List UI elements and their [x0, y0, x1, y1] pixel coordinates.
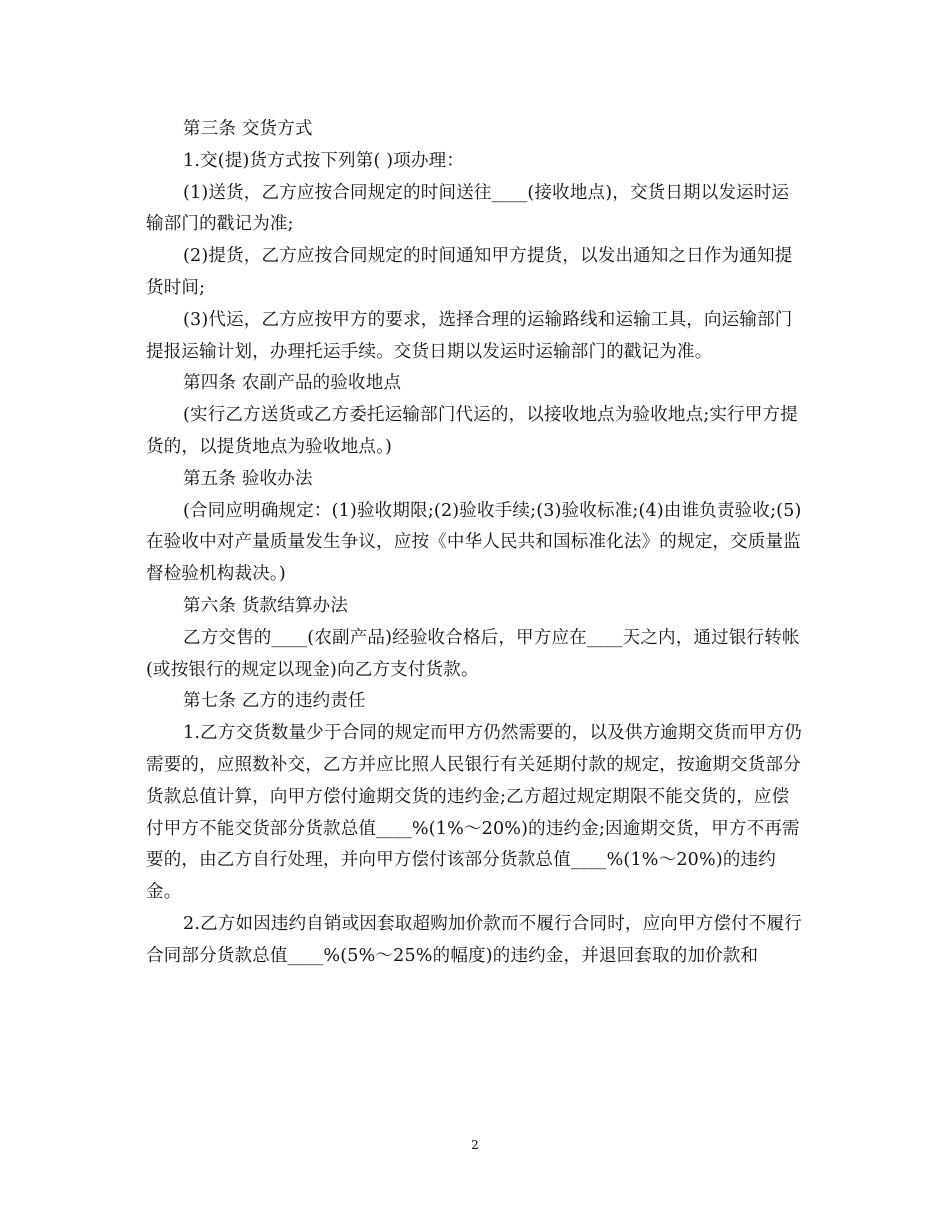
payment-settlement-clause: 乙方交售的____(农副产品)经验收合格后，甲方应在____天之内，通过银行转帐(或按银行的规定以现金)向乙方支付货款。 [146, 627, 800, 680]
liability-clause-2: 2.乙方如因违约自销或因套取超购加价款而不履行合同时，应向甲方偿付不履行合同部分货款总值____%(5%～25%的幅度)的违约金，并退回套取的加价款和 [146, 913, 802, 966]
delivery-option-1: (1)送货，乙方应按合同规定的时间送往____(接收地点)，交货日期以发运时运输部门的戳记为准; [146, 182, 790, 235]
acceptance-location-clause: (实行乙方送货或乙方委托运输部门代运的，以接收地点为验收地点;实行甲方提货的，以提货地点为验收地点。) [146, 405, 798, 457]
article-6-heading: 第六条 货款结算办法 [183, 595, 349, 616]
liability-clause-1: 1.乙方交货数量少于合同的规定而甲方仍然需要的，以及供方逾期交货而甲方仍需要的，应照数补交，乙方并应比照人民银行有关延期付款的规定，按逾期交货部分货款总值计算，向甲方偿付逾期交货的违约金;乙方超过规定期限不能交货的，应偿付甲方不能交货部分货款总值____%(1%～20%)的违约金;因逾期交货，甲方不再需要的，由乙方自行处理，并向甲方偿付该部分货款总值____%(1%～20%)的违约金。 [146, 723, 802, 903]
document-body [146, 114, 806, 973]
acceptance-method-clause: (合同应明确规定：(1)验收期限;(2)验收手续;(3)验收标准;(4)由谁负责验收;(5)在验收中对产量质量发生争议，应按《中华人民共和国标准化法》的规定，交质量监督检验机构裁决。) [146, 500, 802, 585]
article-3-heading: 第三条 交货方式 [183, 119, 313, 139]
article-5-heading: 第五条 验收办法 [183, 468, 313, 489]
delivery-option-3: (3)代运，乙方应按甲方的要求，选择合理的运输路线和运输工具，向运输部门提报运输计划，办理托运手续。交货日期以发运时运输部门的戳记为准。 [146, 309, 793, 362]
delivery-option-2: (2)提货，乙方应按合同规定的时间通知甲方提货，以发出通知之日作为通知提货时间; [146, 246, 793, 298]
article-7-heading: 第七条 乙方的违约责任 [183, 691, 366, 712]
article-4-heading: 第四条 农副产品的验收地点 [183, 373, 402, 394]
page-number: 2 [471, 1138, 479, 1152]
delivery-method-clause: 1.交(提)货方式按下列第( )项办理： [183, 150, 465, 171]
